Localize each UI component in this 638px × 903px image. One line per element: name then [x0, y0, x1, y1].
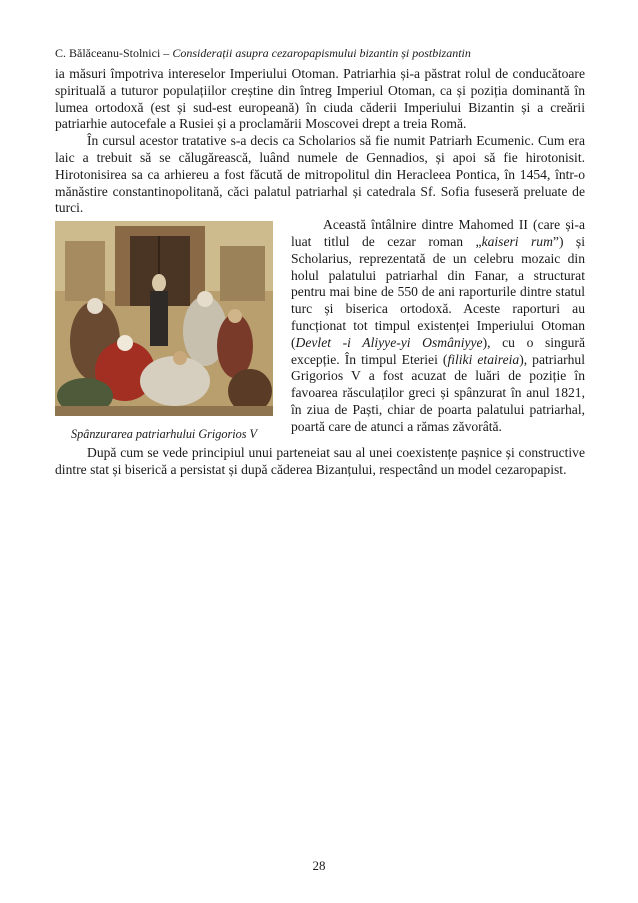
running-header [55, 46, 585, 61]
paragraph-3-emphasis-2: Devlet -i Aliyye-yi Osmâniyye [295, 334, 483, 350]
paragraph-3-emphasis-1: kaiseri rum [481, 233, 553, 249]
paragraph-1: ia măsuri împotriva intereselor Imperiului Otoman. Patriarhia și-a păstrat rolul de conducătoare spirituală a tuturor populațiilor creștine din întreg Imperiul Otoman, ca și poziția dominantă în lumea ortodoxă (est și sud-est europeană) în ciuda căderii Imperiului Bizantin și a creării patriarhie autocefale a Rusiei și a proclamării Moscovei drept a treia Romă. [55, 66, 585, 132]
paragraph-3-part-3: ), cu o singură excepție. În timpul Eteriei ( [291, 334, 585, 367]
body-text [55, 66, 585, 479]
header-author: C. Bălăceanu-Stolnici – [55, 46, 173, 60]
figure-caption: Spânzurarea patriarhului Grigorios V [71, 427, 257, 442]
paragraph-2: În cursul acestor tratative s-a decis ca Scholarios să fie numit Patriarh Ecumenic. Cum era laic a trebuit să se călugărească, luând numele de Gennadios, și apoi să fie hirotonisit. Hirotonisirea sa ca arhiereu a fost făcută de mitropolitul din Heracleea Pontica, în 1454, într-o mănăstire constantinopolitană, căci palatul patriarhal și catedrala Sf. Sofia fuseseră preluate de turci. [55, 133, 585, 216]
figure [55, 221, 277, 443]
paragraph-4: După cum se vede principiul unui parteneiat sau al unei coexistențe pașnice și constructive dintre stat și biserică a persistat și după căderea Bizanțului, respectând un model cezaropapist. [55, 444, 585, 477]
header-title: Considerații asupra cezaropapismului bizantin și postbizantin [172, 46, 471, 60]
paragraph-3-emphasis-3: filiki etaireia [447, 351, 520, 367]
hanging-painting-image [55, 221, 273, 416]
page-number: 28 [312, 858, 326, 873]
paragraph-3-part-1: Această întâlnire dintre Mahomed II (care și-a luat titlul de cezar roman „ [291, 217, 585, 249]
paragraph-3-part-4: ), patriarhul Grigorios V a fost acuzat de luări de poziție în favoarea răsculaților greci și spânzurat în anul 1821, în ziua de Paști, chiar de poarta palatului patriarhal, poartă care de atunci a rămas zăvorâtă. [291, 351, 585, 434]
paragraph-3-part-2: ”) și Scholarius, reprezentată de un celebru mozaic din holul palatului patriarhal din Fanar, a structurat pentru mai bine de 550 de ani raporturile dintre statul turc și biserica ortodoxă. Aceste raporturi au funcționat tot timpul existenței Imperiului Otoman ( [291, 233, 585, 350]
